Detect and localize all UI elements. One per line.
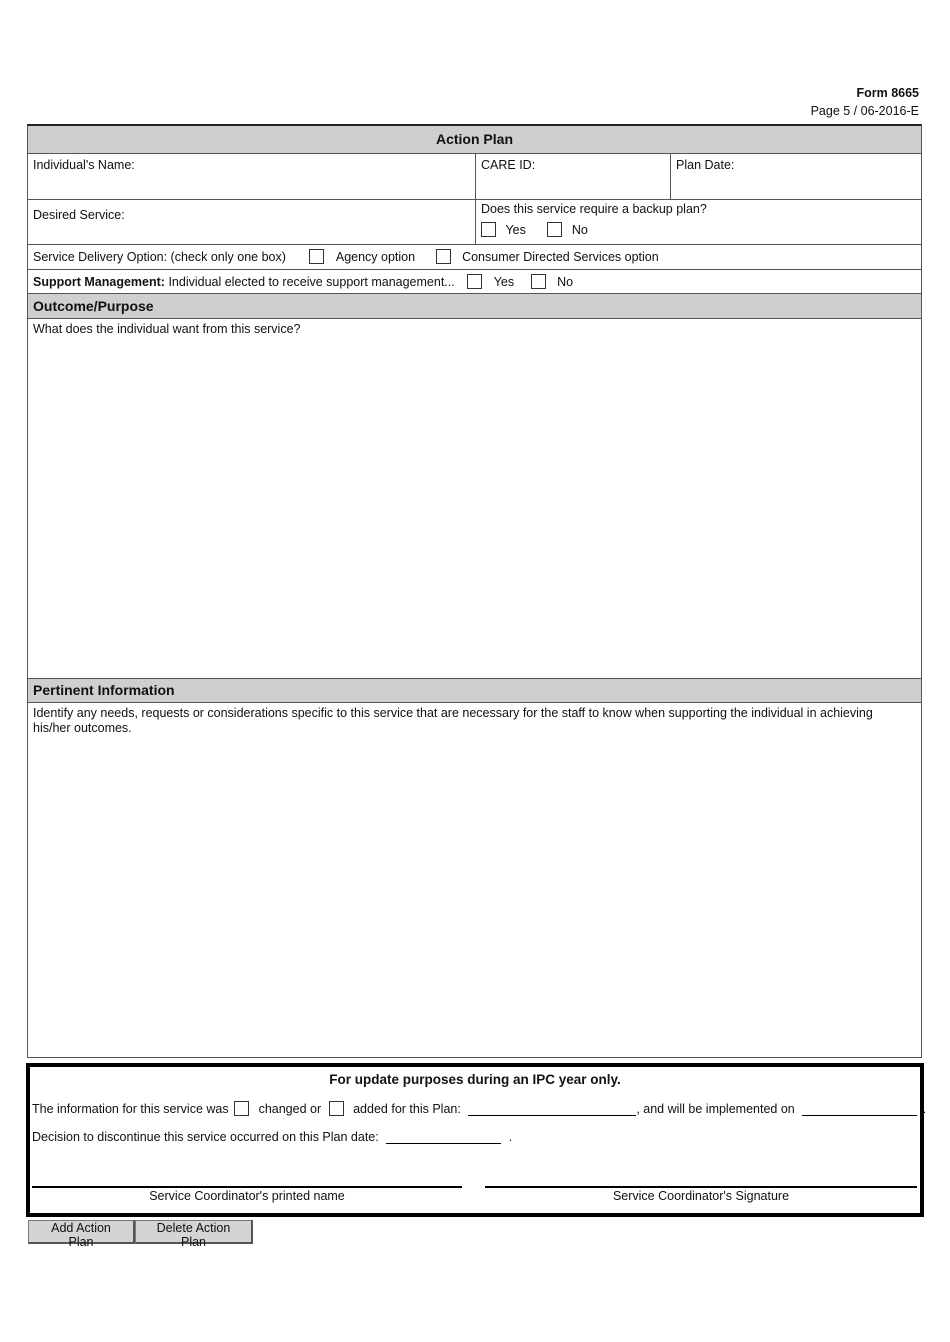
changed-checkbox[interactable] [234, 1101, 249, 1116]
signature-label: Service Coordinator's Signature [612, 1189, 790, 1203]
added-label: added for this Plan: [353, 1101, 461, 1116]
info-prefix: The information for this service was [32, 1101, 229, 1116]
outcome-purpose-prompt: What does the individual want from this service? [33, 322, 301, 336]
changed-label: changed or [258, 1101, 322, 1116]
page-info: Page 5 / 06-2016-E [810, 104, 919, 118]
individual-name-label: Individual's Name: [33, 158, 135, 172]
discontinue-period: . [508, 1129, 513, 1144]
cds-option-label: Consumer Directed Services option [462, 249, 659, 264]
implemented-label: , and will be implemented on [636, 1101, 795, 1116]
discontinue-line [32, 1129, 512, 1144]
update-section [26, 1063, 927, 1217]
plan-date-field[interactable] [670, 154, 921, 199]
desired-service-label: Desired Service: [33, 208, 125, 222]
info-period: . [922, 1101, 927, 1116]
printed-name-label: Service Coordinator's printed name [149, 1189, 345, 1203]
backup-no-checkbox[interactable] [547, 222, 562, 237]
added-date-field[interactable] [468, 1102, 636, 1116]
agency-option-label: Agency option [335, 249, 416, 264]
pertinent-info-title: Pertinent Information [33, 682, 175, 698]
add-action-plan-button[interactable]: Add Action Plan [28, 1220, 135, 1244]
outcome-purpose-title: Outcome/Purpose [33, 298, 154, 314]
plan-date-label: Plan Date: [676, 158, 735, 172]
desired-service-field[interactable] [28, 200, 475, 244]
backup-yes-label: Yes [505, 222, 526, 237]
form-number: Form 8665 [856, 86, 919, 100]
support-management-heading: Support Management: [33, 274, 165, 289]
service-delivery-cell [28, 245, 921, 269]
support-management-text: Individual elected to receive support management... [168, 274, 455, 289]
backup-yes-checkbox[interactable] [481, 222, 496, 237]
care-id-field[interactable] [475, 154, 670, 199]
outcome-purpose-band [28, 294, 921, 319]
support-yes-checkbox[interactable] [467, 274, 482, 289]
backup-plan-question: Does this service require a backup plan? [481, 202, 707, 216]
update-info-line [32, 1101, 926, 1116]
individual-name-field[interactable] [28, 154, 475, 199]
service-delivery-label: Service Delivery Option: (check only one box) [33, 249, 286, 264]
delete-action-plan-button[interactable]: Delete Action Plan [135, 1220, 253, 1244]
backup-plan-cell [475, 200, 921, 244]
implemented-date-field[interactable] [802, 1102, 917, 1116]
support-management-row [28, 270, 921, 294]
pertinent-info-prompt: Identify any needs, requests or considerations specific to this service that are necessary for the staff to know when supporting the individual in achieving his/her outcomes. [33, 706, 873, 735]
backup-no-label: No [571, 222, 588, 237]
outcome-purpose-textarea[interactable] [28, 319, 921, 679]
agency-option-checkbox[interactable] [309, 249, 324, 264]
action-plan-title: Action Plan [435, 131, 513, 147]
signature-line[interactable] [485, 1186, 917, 1188]
pertinent-info-band [28, 679, 921, 703]
discontinue-date-field[interactable] [386, 1130, 501, 1144]
pertinent-prompt-cell [28, 703, 921, 1057]
support-no-checkbox[interactable] [531, 274, 546, 289]
added-checkbox[interactable] [329, 1101, 344, 1116]
service-delivery-row [28, 245, 921, 270]
support-no-label: No [557, 274, 574, 289]
form-header [811, 84, 919, 120]
outcome-prompt-cell [28, 319, 921, 678]
discontinue-label: Decision to discontinue this service occurred on this Plan date: [32, 1129, 379, 1144]
care-id-label: CARE ID: [481, 158, 536, 172]
printed-name-line[interactable] [32, 1186, 462, 1188]
pertinent-info-textarea[interactable] [28, 703, 921, 1057]
identity-row [28, 154, 921, 200]
cds-option-checkbox[interactable] [436, 249, 451, 264]
update-section-title: For update purposes during an IPC year only. [329, 1072, 621, 1087]
desired-service-row [28, 200, 921, 245]
support-management-cell [28, 270, 921, 293]
action-plan-form [27, 124, 922, 1058]
action-plan-title-band [28, 126, 921, 154]
support-yes-label: Yes [493, 274, 515, 289]
